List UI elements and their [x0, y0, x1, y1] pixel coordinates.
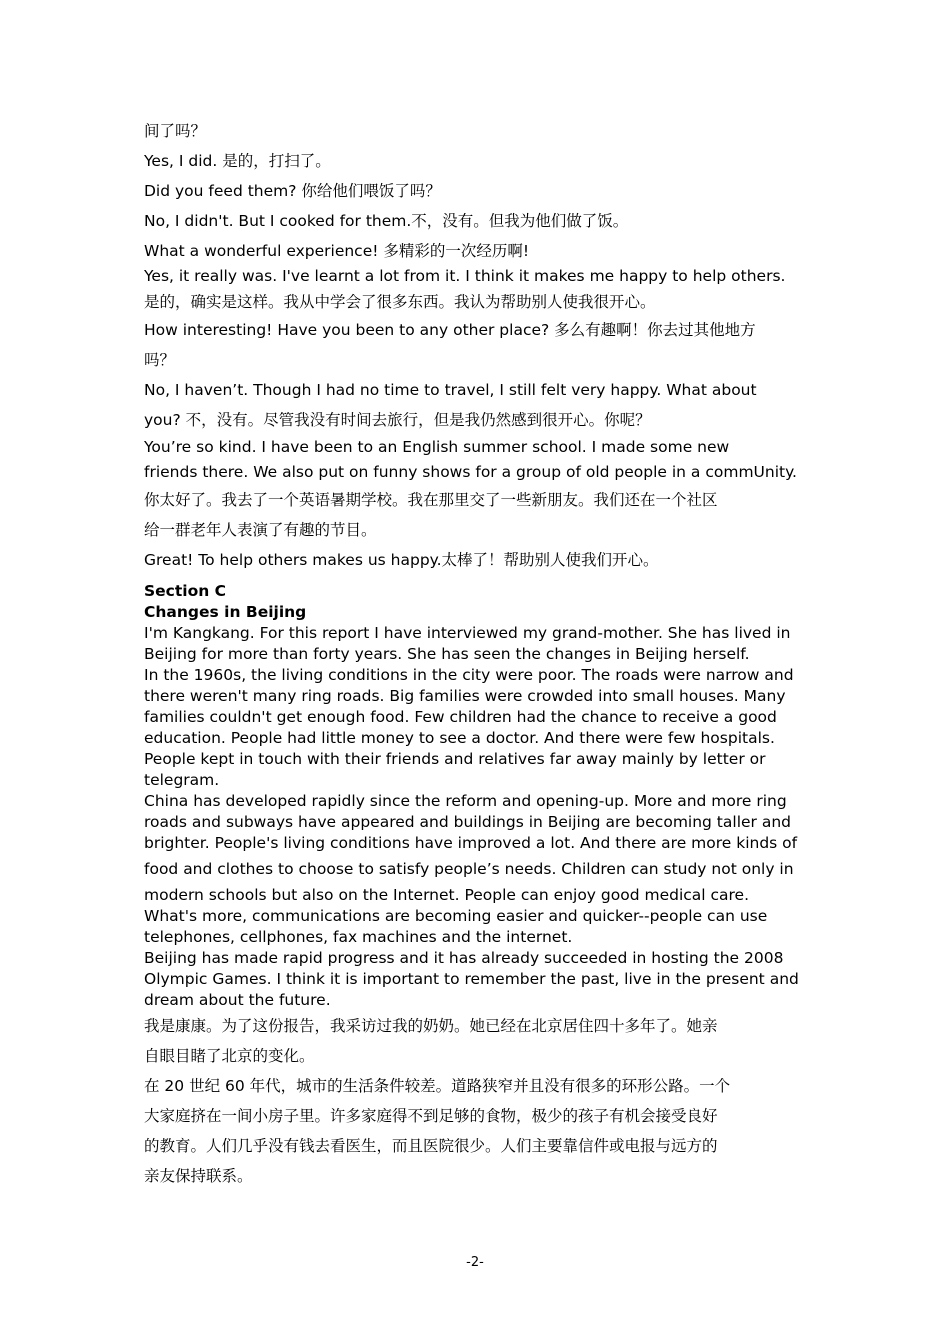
paragraph-line: Olympic Games. I think it is important to remember the past, live in the present and — [144, 970, 799, 988]
paragraph-line: I'm Kangkang. For this report I have interviewed my grand-mother. She has lived in — [144, 624, 791, 642]
paragraph-line: roads and subways have appeared and buildings in Beijing are becoming taller and — [144, 813, 791, 831]
section-title: Changes in Beijing — [144, 603, 307, 621]
dialogue-line: You’re so kind. I have been to an English summer school. I made some new — [144, 438, 730, 456]
paragraph-line: education. People had little money to see a doctor. And there were few hospitals. — [144, 729, 775, 747]
dialogue-line: Yes, it really was. I've learnt a lot from it. I think it makes me happy to help others. — [144, 267, 786, 285]
dialogue-line: 是的，确实是这样。我从中学会了很多东西。我认为帮助别人使我很开心。 — [144, 293, 656, 311]
dialogue-line: No, I didn't. But I cooked for them.不，没有。但我为他们做了饭。 — [144, 212, 629, 230]
dialogue-line: 给一群老年人表演了有趣的节目。 — [144, 521, 377, 539]
paragraph-line: brighter. People's living conditions have improved a lot. And there are more kinds of — [144, 834, 798, 852]
paragraph-line: food and clothes to choose to satisfy people’s needs. Children can study not only in — [144, 860, 794, 878]
dialogue-line: Did you feed them? 你给他们喂饭了吗？ — [144, 182, 441, 200]
dialogue-line: 间了吗？ — [144, 122, 207, 140]
page-number: -2- — [466, 1255, 484, 1270]
paragraph-line: China has developed rapidly since the reform and opening-up. More and more ring — [144, 792, 787, 810]
dialogue-line: Great! To help others makes us happy.太棒了！帮助别人使我们开心。 — [144, 551, 659, 569]
translation-line: 我是康康。为了这份报告，我采访过我的奶奶。她已经在北京居住四十多年了。她亲 — [144, 1017, 718, 1035]
paragraph-line: People kept in touch with their friends and relatives far away mainly by letter or — [144, 750, 766, 768]
dialogue-line: 吗？ — [144, 351, 176, 369]
paragraph-line: telegram. — [144, 771, 220, 789]
dialogue-line: 你太好了。我去了一个英语暑期学校。我在那里交了一些新朋友。我们还在一个社区 — [144, 491, 718, 509]
dialogue-line: How interesting! Have you been to any other place? 多么有趣啊！你去过其他地方 — [144, 321, 756, 339]
dialogue-line: No, I haven’t. Though I had no time to travel, I still felt very happy. What about — [144, 381, 757, 399]
translation-line: 的教育。人们几乎没有钱去看医生，而且医院很少。人们主要靠信件或电报与远方的 — [144, 1137, 718, 1155]
section-c — [144, 581, 814, 1191]
translation-line: 大家庭挤在一间小房子里。许多家庭得不到足够的食物，极少的孩子有机会接受良好 — [144, 1107, 718, 1125]
dialogue-line: friends there. We also put on funny shows for a group of old people in a commUnity. — [144, 463, 797, 481]
paragraph-line: In the 1960s, the living conditions in the city were poor. The roads were narrow and — [144, 666, 794, 684]
paragraph-line: there weren't many ring roads. Big families were crowded into small houses. Many — [144, 687, 786, 705]
section-label: Section C — [144, 582, 227, 600]
paragraph-line: dream about the future. — [144, 991, 331, 1009]
dialogue-line: Yes, I did. 是的，打扫了。 — [144, 152, 331, 170]
document-body — [144, 116, 814, 1191]
dialogue-line: you? 不，没有。尽管我没有时间去旅行，但是我仍然感到很开心。你呢？ — [144, 411, 651, 429]
dialogue-line: What a wonderful experience! 多精彩的一次经历啊! — [144, 242, 530, 260]
paragraph-line: families couldn't get enough food. Few children had the chance to receive a good — [144, 708, 777, 726]
paragraph-line: What's more, communications are becoming easier and quicker--people can use — [144, 907, 768, 925]
paragraph-line: Beijing has made rapid progress and it has already succeeded in hosting the 2008 — [144, 949, 784, 967]
translation-line: 亲友保持联系。 — [144, 1167, 253, 1185]
paragraph-line: telephones, cellphones, fax machines and the internet. — [144, 928, 573, 946]
translation-line: 在 20 世纪 60 年代，城市的生活条件较差。道路狭窄并且没有很多的环形公路。一个 — [144, 1077, 731, 1095]
translation-line: 自眼目睹了北京的变化。 — [144, 1047, 315, 1065]
paragraph-line: Beijing for more than forty years. She has seen the changes in Beijing herself. — [144, 645, 750, 663]
paragraph-line: modern schools but also on the Internet. People can enjoy good medical care. — [144, 886, 750, 904]
